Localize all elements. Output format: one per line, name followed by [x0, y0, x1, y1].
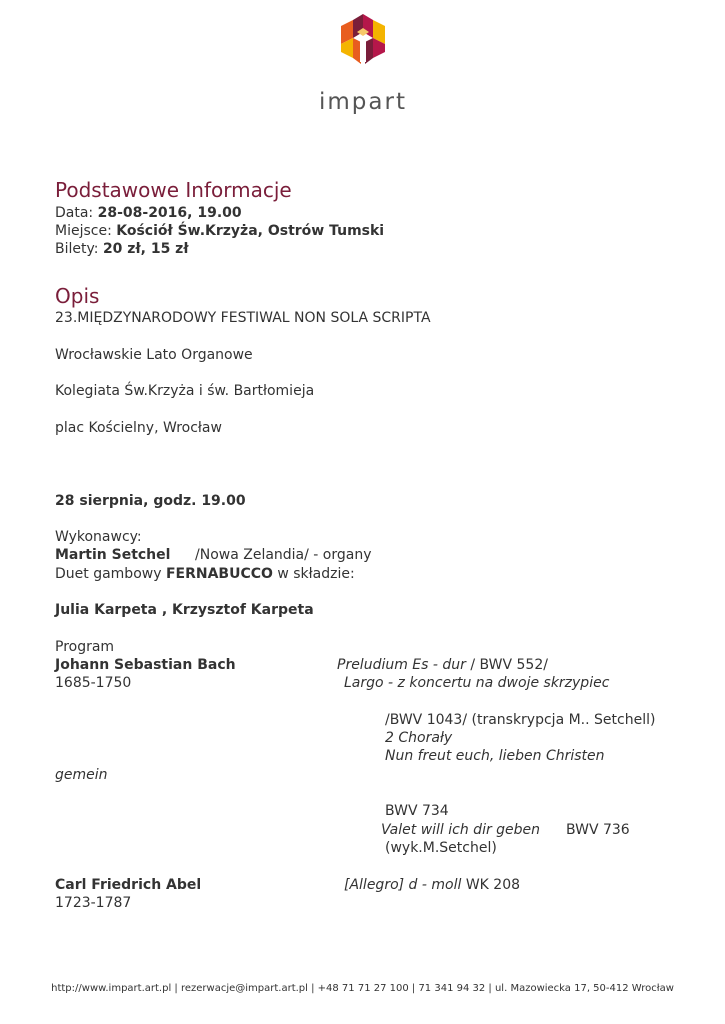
program-label: Program [55, 639, 115, 655]
piece1-catalog: / BWV 552/ [470, 657, 548, 673]
tickets-value: 20 zł, 15 zł [102, 241, 189, 257]
series-name: Wrocławskie Lato Organowe [55, 347, 253, 363]
date-line [55, 204, 242, 222]
footer-contact: http://www.impart.art.pl | rezerwacje@impart.art.pl | +48 71 71 27 100 | 71 341 94 32 | ul. Mazowiecka 17, 50-412 Wrocław [51, 983, 674, 994]
performer1-detail: /Nowa Zelandia/ - organy [195, 547, 372, 563]
composer1-name: Johann Sebastian Bach [55, 657, 236, 673]
composer1-years: 1685-1750 [55, 675, 132, 691]
piece6 [344, 876, 520, 894]
concert-date: 28 sierpnia, godz. 19.00 [55, 493, 246, 509]
basic-info-heading: Podstawowe Informacje [55, 178, 292, 202]
tickets-line [55, 240, 189, 258]
duet-members: Julia Karpeta , Krzysztof Karpeta [55, 602, 314, 618]
piece4-title-cont: gemein [55, 767, 108, 783]
festival-name: 23.MIĘDZYNARODOWY FESTIWAL NON SOLA SCRIPTA [55, 310, 431, 326]
venue-name: Kolegiata Św.Krzyża i św. Bartłomieja [55, 383, 315, 399]
duet-line [55, 565, 355, 583]
piece4-catalog: BWV 734 [385, 803, 449, 819]
performers-label: Wykonawcy: [55, 529, 142, 545]
piece5-note: (wyk.M.Setchel) [385, 840, 497, 856]
piece2-title: Largo - z koncertu na dwoje skrzypiec [344, 675, 610, 691]
duet-prefix: Duet gambowy [55, 566, 162, 582]
description-heading: Opis [55, 284, 100, 308]
impart-wordmark: impart [319, 89, 407, 115]
place-label: Miejsce: [55, 223, 112, 239]
duet-suffix: w składzie: [277, 566, 355, 582]
tickets-label: Bilety: [55, 241, 99, 257]
date-label: Data: [55, 205, 94, 221]
piece6-catalog: WK 208 [465, 877, 521, 893]
duet-name: FERNABUCCO [165, 566, 273, 582]
place-line [55, 222, 384, 240]
place-value: Kościół Św.Krzyża, Ostrów Tumski [116, 223, 385, 239]
piece1-title: Preludium Es - dur [337, 657, 466, 673]
piece1 [337, 656, 548, 674]
piece5-catalog: BWV 736 [566, 822, 630, 838]
performer1-name: Martin Setchel [55, 547, 171, 563]
impart-logo [313, 12, 413, 116]
piece4-title: Nun freut euch, lieben Christen [385, 748, 605, 764]
piece3-title: 2 Chorały [385, 730, 453, 746]
composer2-name: Carl Friedrich Abel [55, 877, 202, 893]
date-value: 28-08-2016, 19.00 [97, 205, 242, 221]
composer2-years: 1723-1787 [55, 895, 132, 911]
venue-address: plac Kościelny, Wrocław [55, 420, 222, 436]
impart-logo-icon [313, 12, 413, 88]
performer-line [55, 546, 170, 564]
piece5-title: Valet will ich dir geben [381, 822, 541, 838]
piece6-title: [Allegro] d - moll [344, 877, 462, 893]
piece2-catalog: /BWV 1043/ (transkrypcja M.. Setchell) [385, 712, 656, 728]
